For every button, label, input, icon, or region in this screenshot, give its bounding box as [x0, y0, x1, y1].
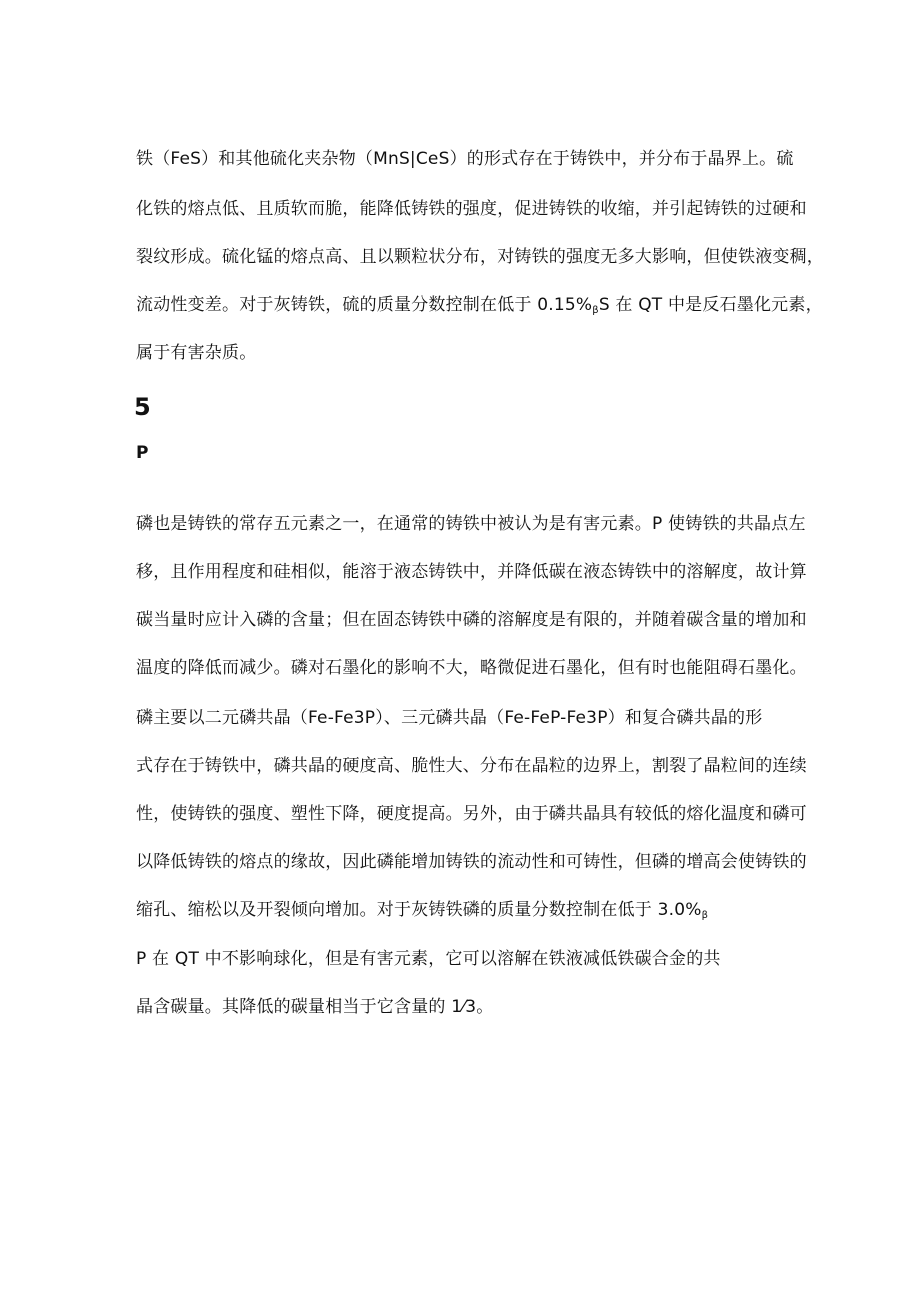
paragraph-line: P 在 QT 中不影响球化，但是有害元素，它可以溶解在铁液减低铁碳合金的共 [136, 949, 721, 969]
text-run: 流动性变差。对于灰铸铁，硫的质量分数控制在低于 0.15% [136, 295, 593, 315]
paragraph-line: 磷也是铸铁的常存五元素之一，在通常的铸铁中被认为是有害元素。P 使铸铁的共晶点左 [136, 514, 806, 534]
paragraph-line: 式存在于铸铁中，磷共晶的硬度高、脆性大、分布在晶粒的边界上，割裂了晶粒间的连续 [136, 756, 807, 776]
paragraph-line [136, 294, 823, 322]
paragraph-line: 碳当量时应计入磷的含量；但在固态铸铁中磷的溶解度是有限的，并随着碳含量的增加和 [136, 610, 807, 630]
paragraph-line [136, 899, 708, 927]
paragraph-line: 性，使铸铁的强度、塑性下降，硬度提高。另外，由于磷共晶具有较低的熔化温度和磷可 [136, 804, 807, 824]
paragraph-line: 以降低铸铁的熔点的缘故，因此磷能增加铸铁的流动性和可铸性，但磷的增高会使铸铁的 [136, 852, 807, 872]
paragraph-line: 裂纹形成。硫化锰的熔点高、且以颗粒状分布，对铸铁的强度无多大影响，但使铁液变稠， [136, 247, 824, 267]
text-run: 缩孔、缩松以及开裂倾向增加。对于灰铸铁磷的质量分数控制在低于 3.0% [136, 900, 702, 920]
text-run: S 在 QT 中是反石墨化元素， [598, 295, 823, 315]
paragraph-line: 移，且作用程度和硅相似，能溶于液态铸铁中，并降低碳在液态铸铁中的溶解度，故计算 [136, 562, 807, 582]
paragraph-line: 化铁的熔点低、且质软而脆，能降低铸铁的强度，促进铸铁的收缩，并引起铸铁的过硬和 [136, 199, 807, 219]
paragraph-line: 温度的降低而减少。磷对石墨化的影响不大，略微促进石墨化，但有时也能阻碍石墨化。 [136, 658, 807, 678]
subscript-glyph: β [592, 305, 599, 316]
subscript-glyph: β [701, 910, 709, 921]
paragraph-line: 铁（FeS）和其他硫化夹杂物（MnS|CeS）的形式存在于铸铁中，并分布于晶界上。硫 [136, 149, 794, 169]
paragraph-line: 属于有害杂质。 [136, 343, 257, 363]
section-element-symbol: P [136, 443, 149, 463]
paragraph-line: 磷主要以二元磷共晶（Fe-Fe3P）、三元磷共晶（Fe-FeP-Fe3P）和复合磷共晶的形 [136, 708, 763, 728]
section-number: 5 [134, 393, 151, 421]
paragraph-line: 晶含碳量。其降低的碳量相当于它含量的 1⁄3。 [136, 997, 494, 1017]
